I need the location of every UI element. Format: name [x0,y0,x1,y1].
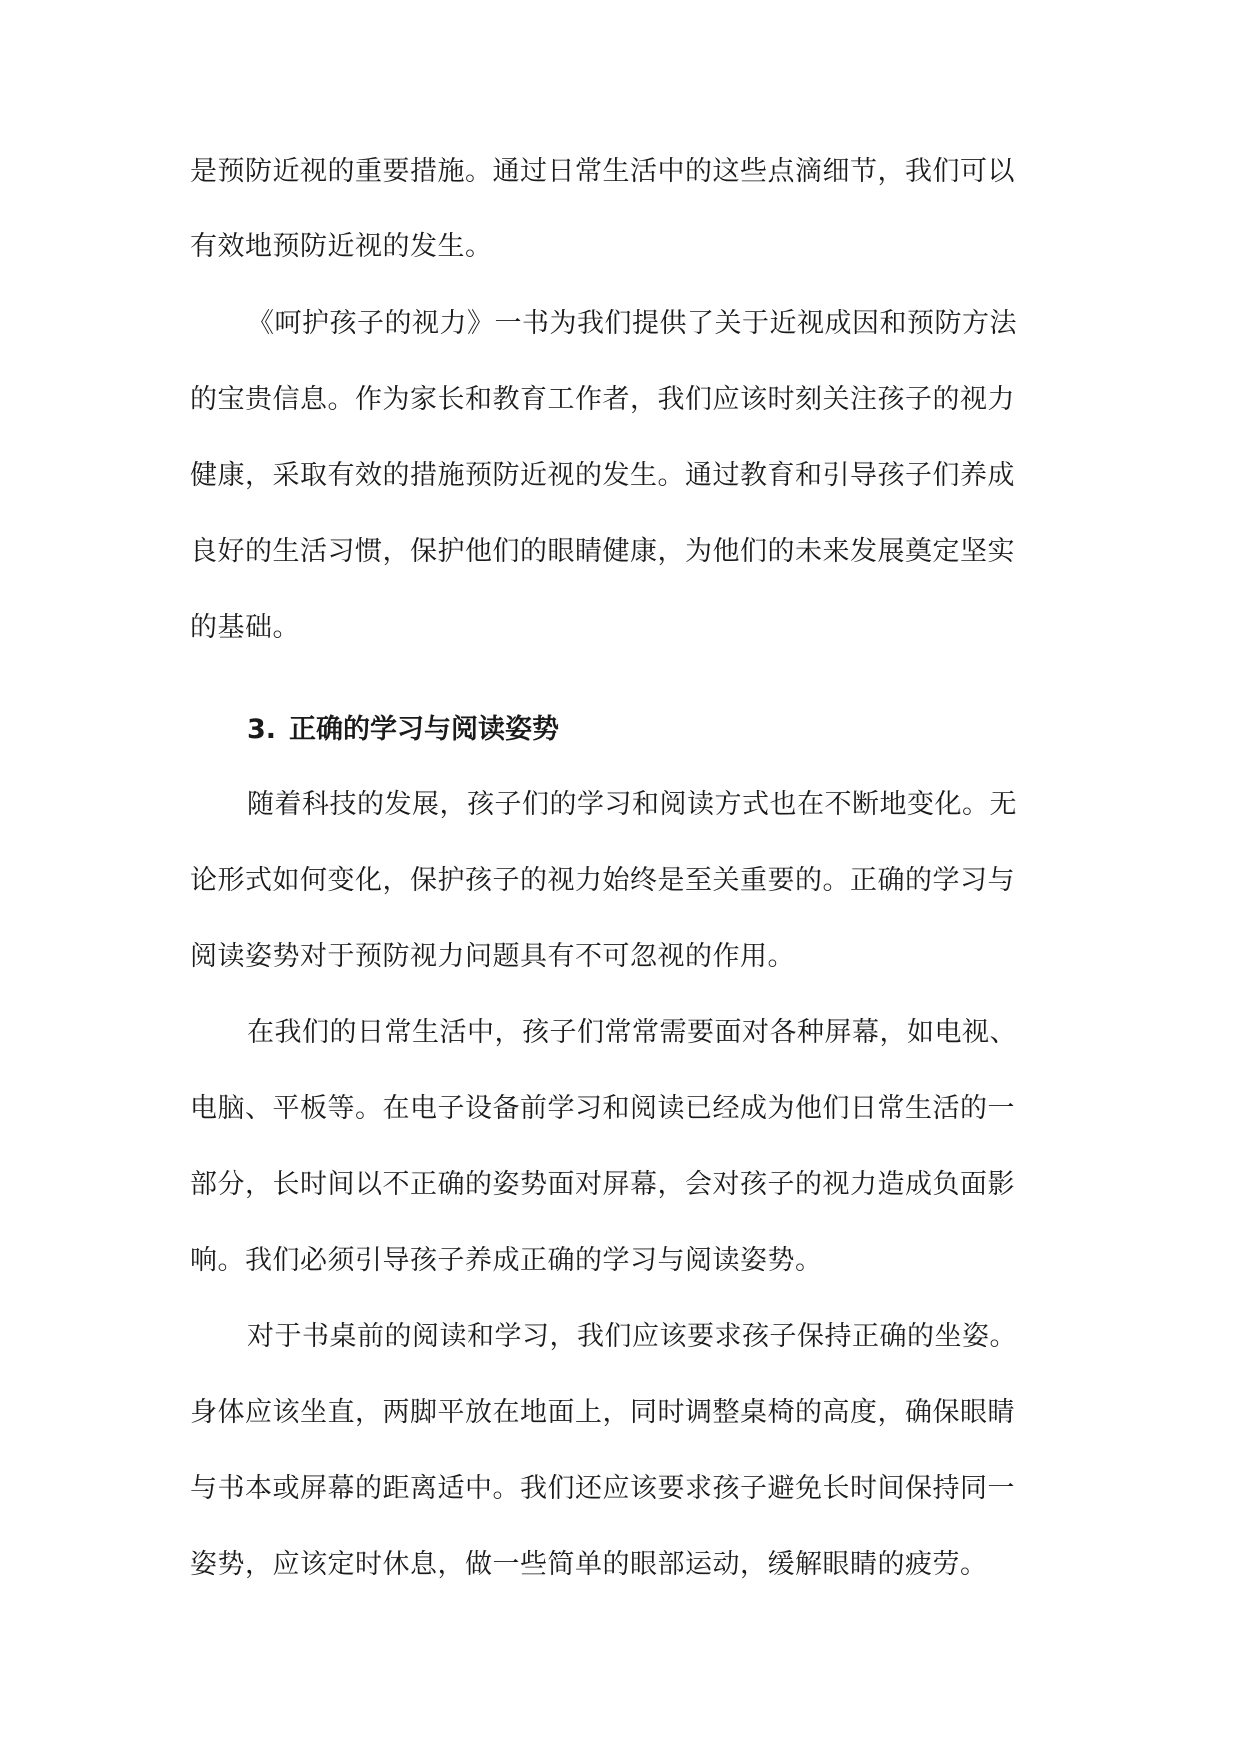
paragraph-3-line-2: 论形式如何变化，保护孩子的视力始终是至关重要的。正确的学习与 [190,865,1015,896]
paragraph-1-line-1: 是预防近视的重要措施。通过日常生活中的这些点滴细节，我们可以 [190,156,1015,187]
paragraph-4-line-1: 在我们的日常生活中，孩子们常常需要面对各种屏幕，如电视、 [247,1017,1017,1048]
section-title: 正确的学习与阅读姿势 [289,714,559,745]
paragraph-4-line-4: 响。我们必须引导孩子养成正确的学习与阅读姿势。 [190,1245,823,1276]
paragraph-5-line-2: 身体应该坐直，两脚平放在地面上，同时调整桌椅的高度，确保眼睛 [190,1397,1015,1428]
paragraph-4-line-3: 部分，长时间以不正确的姿势面对屏幕，会对孩子的视力造成负面影 [190,1169,1015,1200]
paragraph-2-line-2: 的宝贵信息。作为家长和教育工作者，我们应该时刻关注孩子的视力 [190,384,1015,415]
paragraph-2-line-3: 健康，采取有效的措施预防近视的发生。通过教育和引导孩子们养成 [190,460,1015,491]
paragraph-5-line-1: 对于书桌前的阅读和学习，我们应该要求孩子保持正确的坐姿。 [247,1321,1017,1352]
paragraph-1-line-2: 有效地预防近视的发生。 [190,231,493,262]
paragraph-2-line-5: 的基础。 [190,612,300,643]
paragraph-4-line-2: 电脑、平板等。在电子设备前学习和阅读已经成为他们日常生活的一 [190,1093,1015,1124]
paragraph-5-line-4: 姿势，应该定时休息，做一些简单的眼部运动，缓解眼睛的疲劳。 [190,1549,988,1580]
paragraph-3-line-1: 随着科技的发展，孩子们的学习和阅读方式也在不断地变化。无 [247,789,1017,820]
paragraph-3-line-3: 阅读姿势对于预防视力问题具有不可忽视的作用。 [190,941,795,972]
paragraph-5-line-3: 与书本或屏幕的距离适中。我们还应该要求孩子避免长时间保持同一 [190,1473,1015,1504]
section-heading [247,710,559,750]
paragraph-2-line-4: 良好的生活习惯，保护他们的眼睛健康，为他们的未来发展奠定坚实 [190,536,1015,567]
section-number: 3. [247,714,277,745]
paragraph-2-line-1: 《呵护孩子的视力》一书为我们提供了关于近视成因和预防方法 [247,308,1017,339]
